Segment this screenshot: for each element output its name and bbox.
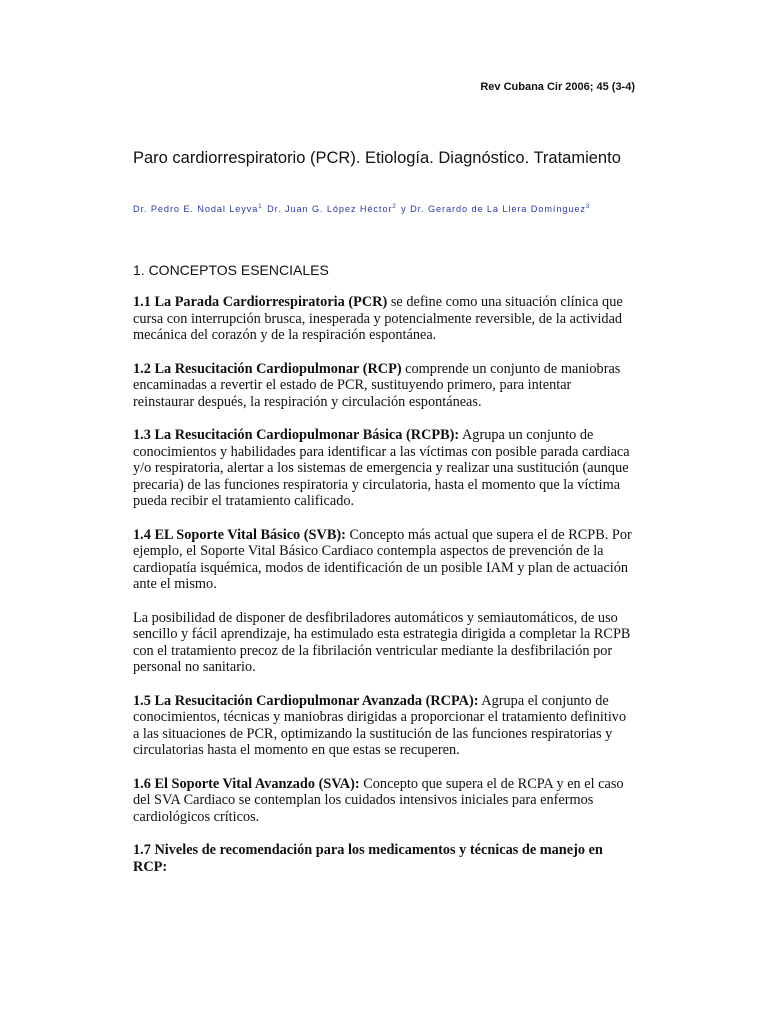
paragraph bbox=[133, 361, 633, 411]
paragraph-lead: 1.2 La Resucitación Cardiopulmonar (RCP) bbox=[133, 360, 402, 377]
author-name: Dr. Juan G. López Héctor bbox=[267, 204, 393, 215]
author-separator: y bbox=[401, 204, 407, 215]
paragraph-text: comprende un conjunto de maniobras encaminadas a revertir el estado de PCR, sustituyendo primero, para intentar reinstaurar después, la respiración y circulación espontáneas. bbox=[133, 360, 621, 410]
author-affiliation-mark: 3 bbox=[585, 204, 590, 210]
paragraph-lead: 1.3 La Resucitación Cardiopulmonar Básica (RCPB): bbox=[133, 427, 460, 443]
paragraph bbox=[133, 527, 633, 593]
paragraph-text: La posibilidad de disponer de desfibriladores automáticos y semiautomáticos, de uso sencillo y fácil aprendizaje, ha estimulado esta estrategia dirigida a completar la RCPB con el tratamiento precoz de la fibrilación ventricular mediante la desfibrilación por personal no sanitario. bbox=[133, 609, 631, 675]
paragraph-lead: 1.5 La Resucitación Cardiopulmonar Avanzada (RCPA): bbox=[133, 692, 479, 709]
paragraph-lead: 1.7 Niveles de recomendación para los medicamentos y técnicas de manejo en RCP: bbox=[133, 842, 603, 875]
article-body bbox=[133, 294, 633, 892]
article-title: Paro cardiorrespiratorio (PCR). Etiología. Diagnóstico. Tratamiento bbox=[133, 149, 621, 167]
author-list bbox=[133, 204, 653, 214]
paragraph bbox=[133, 693, 633, 759]
paragraph-text: Agrupa el conjunto de conocimientos, técnicas y maniobras dirigidas a proporcionar el tratamiento definitivo a las situaciones de PCR, optimizando la sustitución de las funciones respiratorias y circulatorias hasta el momento en que estas se recuperen. bbox=[133, 692, 627, 758]
author-name: Dr. Pedro E. Nodal Leyva bbox=[133, 204, 259, 215]
paragraph bbox=[133, 842, 633, 875]
paragraph bbox=[133, 294, 633, 344]
paragraph-lead: 1.4 EL Soporte Vital Básico (SVB): bbox=[133, 526, 346, 543]
paragraph bbox=[133, 427, 633, 510]
paragraph-text: Concepto que supera el de RCPA y en el caso del SVA Cardiaco se contemplan los cuidados intensivos iniciales para enfermos cardiológicos críticos. bbox=[133, 775, 624, 825]
paragraph bbox=[133, 776, 633, 826]
paragraph-lead: 1.1 La Parada Cardiorrespiratoria (PCR) bbox=[133, 294, 388, 310]
paragraph-text: Concepto más actual que supera el de RCPB. Por ejemplo, el Soporte Vital Básico Cardiaco contempla aspectos de prevención de la cardiopatía isquémica, modos de identificación de un posible IAM y plan de actuación ante el mismo. bbox=[133, 526, 632, 592]
author-affiliation-mark: 2 bbox=[392, 204, 396, 210]
paragraph-text: se define como una situación clínica que cursa con interrupción brusca, inesperada y potencialmente reversible, de la actividad mecánica del corazón y de la respiración espontánea. bbox=[133, 294, 623, 343]
paragraph bbox=[133, 610, 633, 676]
author-name: Dr. Gerardo de La Llera Domínguez bbox=[410, 204, 586, 215]
section-heading: 1. CONCEPTOS ESENCIALES bbox=[133, 262, 329, 278]
paragraph-lead: 1.6 El Soporte Vital Avanzado (SVA): bbox=[133, 775, 360, 792]
paragraph-text: Agrupa un conjunto de conocimientos y habilidades para identificar a las víctimas con posible parada cardiaca y/o respiratoria, alertar a los sistemas de emergencia y realizar una sustitución (aunque precaria) de las funciones respiratoria y circulatoria, hasta el momento que la víctima pueda recibir el tratamiento calificado. bbox=[133, 427, 630, 509]
author-affiliation-mark: 1 bbox=[258, 204, 262, 210]
journal-reference: Rev Cubana Cir 2006; 45 (3-4) bbox=[480, 81, 635, 93]
